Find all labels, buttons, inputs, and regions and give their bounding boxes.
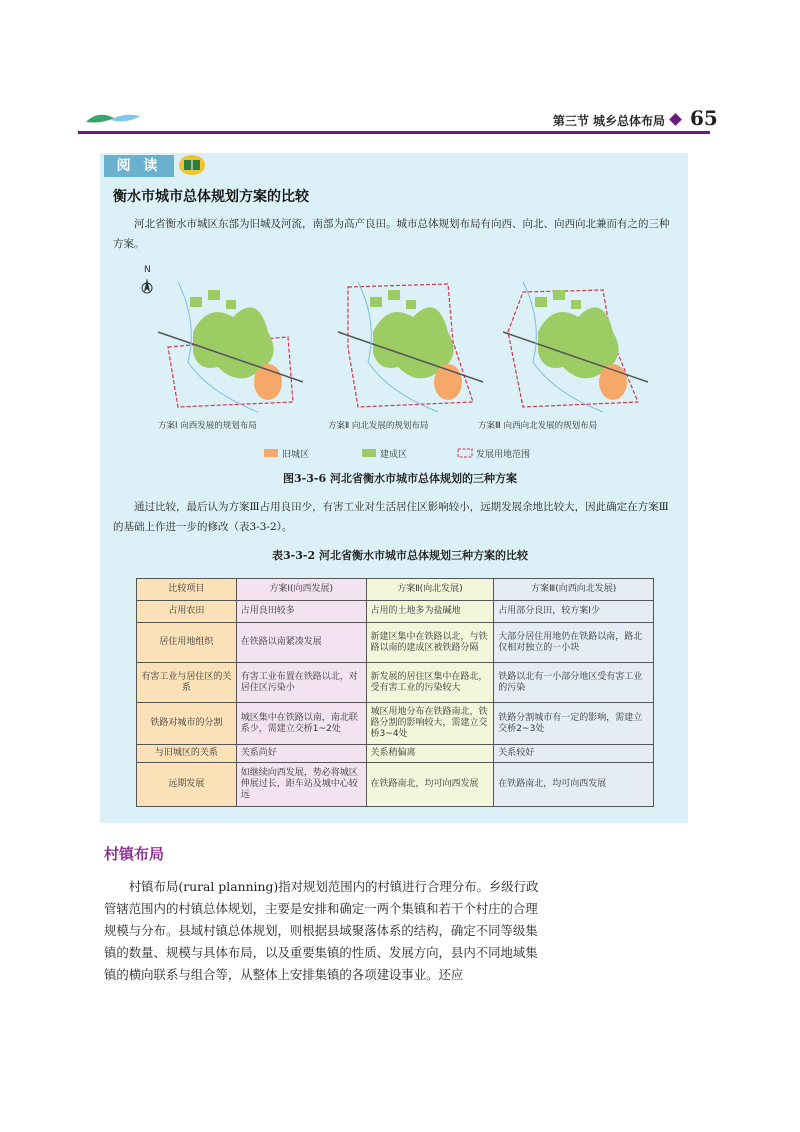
map-label-2: 方案Ⅱ 向北发展的规划布局: [328, 421, 429, 431]
north-arrow-icon: [142, 265, 152, 293]
table-cell: 大部分居住用地仍在铁路以南，路北仅相对独立的一小块: [494, 623, 654, 663]
table-cell: 在铁路南北，均可向西发展: [494, 763, 654, 807]
leaf-ornament-icon: [84, 108, 142, 128]
table-header: 方案Ⅰ(向西发展): [236, 579, 366, 601]
table-header: 方案Ⅱ(向北发展): [366, 579, 494, 601]
table-cell: 城区用地分布在铁路南北，铁路分割的影响较大，需建立交桥3~4处: [366, 703, 494, 745]
comparison-table: [136, 578, 654, 807]
figure-caption: 图3-3-6 河北省衡水市城市总体规划的三种方案: [283, 472, 517, 485]
table-cell: 占用的土地多为盐碱地: [366, 601, 494, 623]
table-cell: 铁路分割城市有一定的影响，需建立交桥2~3处: [494, 703, 654, 745]
table-header: 比较项目: [137, 579, 237, 601]
table-caption: 表3-3-2 河北省衡水市城市总体规划三种方案的比较: [272, 549, 528, 562]
map-legend: [262, 446, 582, 460]
header-rule: [78, 131, 710, 134]
table-cell: 铁路对城市的分割: [137, 703, 237, 745]
table-row: [137, 763, 654, 807]
north-label: N: [144, 265, 151, 275]
section-paragraph: 村镇布局(rural planning)指对规划范围内的村镇进行合理分布。乡级行政管辖范围内的村镇总体规划，主要是安排和确定一两个集镇和若干个村庄的合理规模与分布。县域村镇总体规划，则根据县域聚落体系的结构，确定不同等级集镇的数量、规模与具体布局，以及重要集镇的性质、发展方向，县内不同地域集镇的横向联系与组合等，从整体上安排集镇的各项建设事业。还应: [104, 879, 539, 982]
table-header-row: [137, 579, 654, 601]
table-cell: 占用农田: [137, 601, 237, 623]
reading-title: 衡水市城市总体规划方案的比较: [113, 189, 309, 205]
table-cell: 占用部分良田，较方案Ⅰ少: [494, 601, 654, 623]
table-cell: 与旧城区的关系: [137, 745, 237, 763]
table-header: 方案Ⅲ(向西向北发展): [494, 579, 654, 601]
table-cell: 占用良田较多: [236, 601, 366, 623]
table-cell: 新发展的居住区集中在路北，受有害工业的污染较大: [366, 663, 494, 703]
table-cell: 居住用地组织: [137, 623, 237, 663]
legend-old-city: 旧城区: [282, 450, 310, 460]
table-cell: 铁路以北有一小部分地区受有害工业的污染: [494, 663, 654, 703]
map-plan-2: [328, 282, 483, 431]
map-plan-3: [478, 282, 648, 431]
table-cell: 关系较好: [494, 745, 654, 763]
table-cell: 关系尚好: [236, 745, 366, 763]
page-number: 65: [690, 106, 718, 130]
book-icon: [178, 154, 206, 176]
section-title: 村镇布局: [104, 845, 165, 863]
table-row: [137, 623, 654, 663]
table-cell: 有害工业布置在铁路以北，对居住区污染小: [236, 663, 366, 703]
table-cell: 城区集中在铁路以南，南北联系少，需建立交桥1~2处: [236, 703, 366, 745]
reading-tab: 阅 读: [104, 155, 174, 177]
table-cell: 有害工业与居住区的关系: [137, 663, 237, 703]
table-row: [137, 601, 654, 623]
map-label-1: 方案Ⅰ 向西发展的规划布局: [158, 421, 257, 431]
table-row: [137, 663, 654, 703]
legend-development: 发展用地范围: [476, 450, 531, 460]
legend-swatch-development: [458, 449, 472, 457]
running-head: 第三节 城乡总体布局: [552, 114, 665, 128]
planning-maps: [138, 262, 663, 437]
reading-conclusion: 通过比较，最后认为方案Ⅲ占用良田少，有害工业对生活居住区影响较小，远期发展余地比较大，因此确定在方案Ⅲ的基础上作进一步的修改（表3-3-2）。: [113, 501, 669, 533]
legend-built-area: 建成区: [380, 450, 408, 460]
table-row: [137, 745, 654, 763]
table-row: [137, 703, 654, 745]
legend-swatch-old-city: [264, 449, 278, 457]
table-cell: 关系稍偏离: [366, 745, 494, 763]
reading-intro: 河北省衡水市城区东部为旧城及河流，南部为高产良田。城市总体规划布局有向西、向北、向西向北兼而有之的三种方案。: [113, 218, 670, 250]
map-label-3: 方案Ⅲ 向西向北发展的规划布局: [478, 421, 598, 431]
table-cell: 如继续向西发展，势必将城区伸展过长，距车站及城中心较远: [236, 763, 366, 807]
table-cell: 在铁路南北，均可向西发展: [366, 763, 494, 807]
section-body: [104, 876, 550, 986]
legend-swatch-built: [362, 449, 376, 457]
map-plan-1: [158, 282, 303, 431]
table-cell: 在铁路以南紧凑发展: [236, 623, 366, 663]
table-cell: 远期发展: [137, 763, 237, 807]
diamond-icon: [669, 113, 682, 126]
table-cell: 新建区集中在铁路以北，与铁路以南的建成区被铁路分隔: [366, 623, 494, 663]
